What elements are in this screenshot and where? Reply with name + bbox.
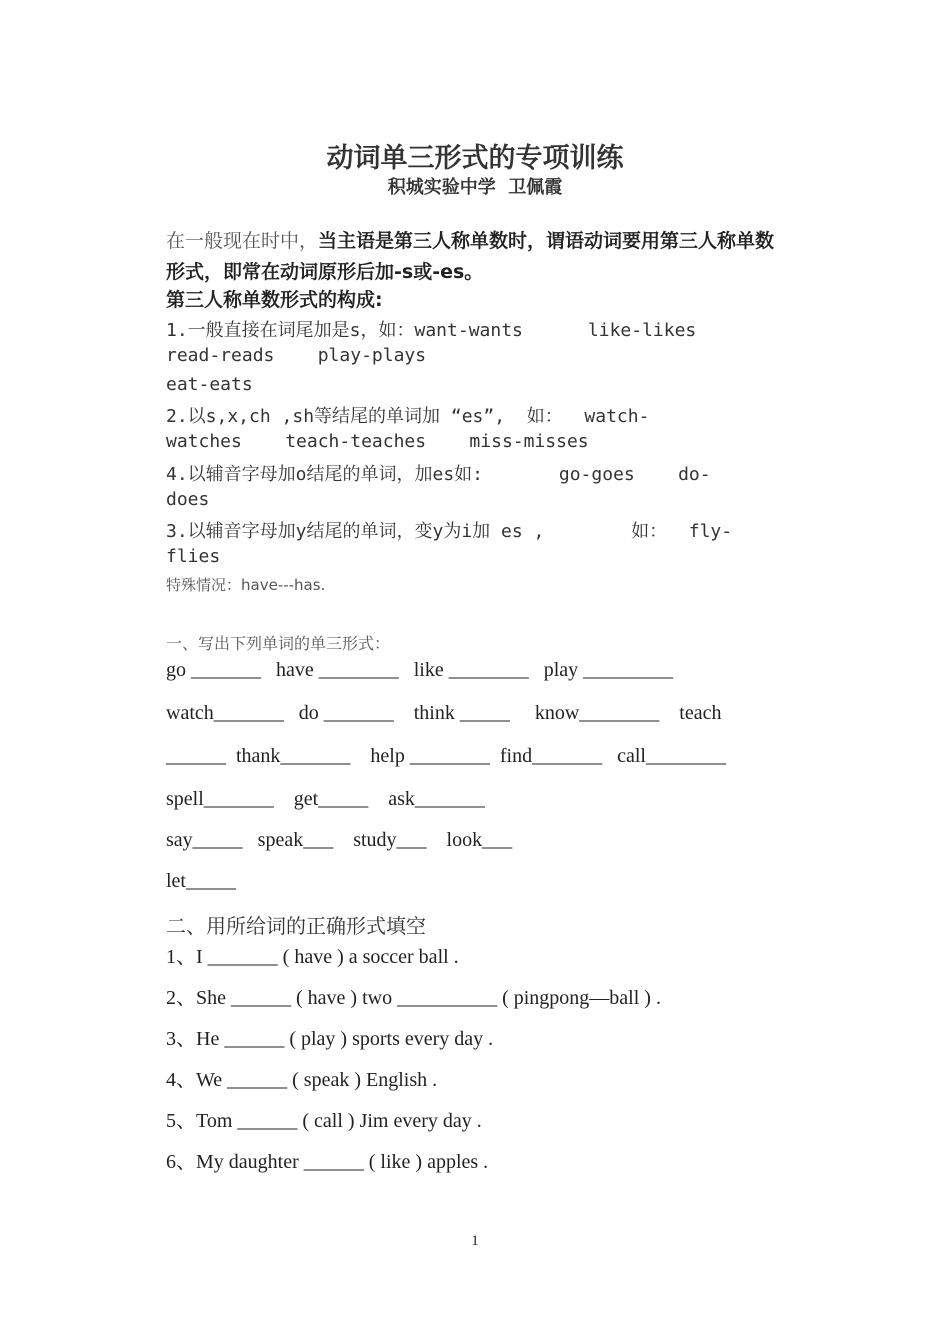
rule-line: read-reads play-plays [166,345,427,366]
rule-line: watches teach-teaches miss-misses [166,431,589,452]
section2-heading: 二、用所给词的正确形式填空 [166,914,426,938]
exercise-line: spell_______ get_____ ask_______ [166,788,485,810]
page-number: 1 [471,1233,479,1249]
section1-heading: 一、写出下列单词的单三形式： [166,634,391,653]
rule-line: does [166,489,210,510]
exercise-line: say_____ speak___ study___ look___ [166,829,513,851]
special-case-note: 特殊情况：have---has. [166,576,326,594]
exercise-line: ______ thank_______ help ________ find_______ call________ [166,745,726,767]
rule-line: eat-eats [166,374,253,395]
question-line: 5、Tom ______ ( call ) Jim every day . [166,1110,482,1132]
intro-bold-text: 当主语是第三人称单数时，谓语动词要用第三人称单数形式，即常在动词原形后加-s或-es。 [166,230,775,283]
rule-line: 2.以s,x,ch ,sh等结尾的单词加 “es”, 如： watch- [166,406,650,427]
author-line: 积城实验中学 卫佩霞 [387,177,563,198]
exercise-line: let_____ [166,870,236,892]
question-line: 3、He ______ ( play ) sports every day . [166,1028,494,1050]
exercise-line: go _______ have ________ like ________ play _________ [166,659,674,681]
exercise-line: watch_______ do _______ think _____ know________ teach [166,702,722,724]
page-title: 动词单三形式的专项训练 [326,143,624,174]
question-line: 6、My daughter ______ ( like ) apples . [166,1151,489,1173]
question-line: 1、I _______ ( have ) a soccer ball . [166,946,459,968]
intro-paragraph [166,226,786,288]
intro-plain-text: 在一般现在时中， [166,230,319,252]
rule-line: 3.以辅音字母加y结尾的单词，变y为i加 es , 如： fly- [166,521,733,542]
question-line: 2、She ______ ( have ) two __________ ( pingpong—ball ) . [166,987,661,1009]
rule-line: 4.以辅音字母加o结尾的单词，加es如: go-goes do- [166,464,711,485]
question-line: 4、We ______ ( speak ) English . [166,1069,438,1091]
rule-line: 1.一般直接在词尾加是s，如：want-wants like-likes [166,320,697,341]
rules-heading: 第三人称单数形式的构成: [166,289,383,311]
rule-line: flies [166,546,221,567]
